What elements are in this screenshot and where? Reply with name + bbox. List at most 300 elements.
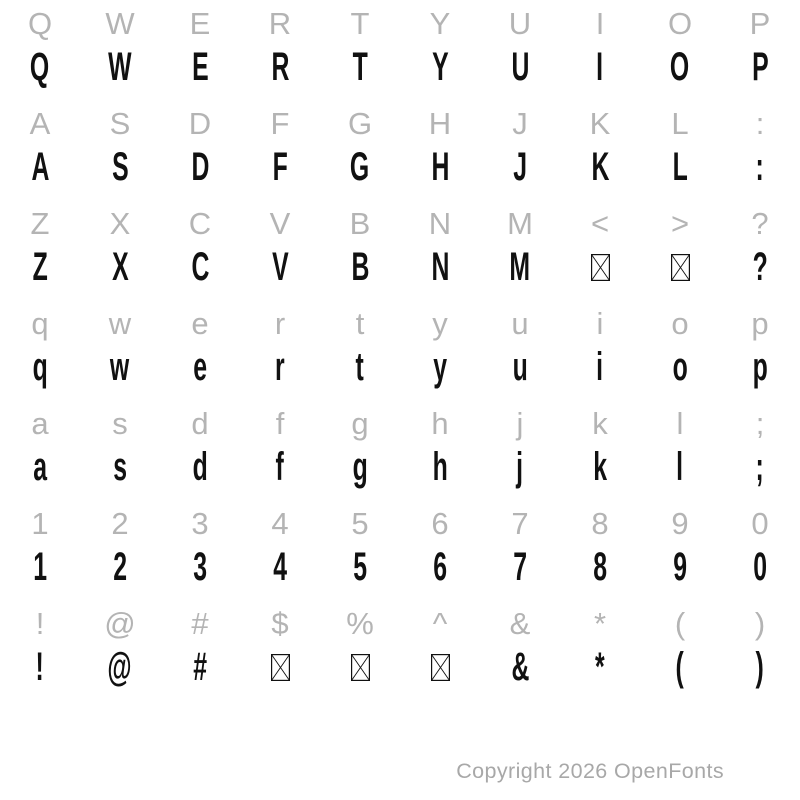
glyph-cell: [720, 344, 800, 390]
glyph-cell: [640, 244, 720, 290]
glyph-cell: [480, 202, 560, 244]
glyph-cell: [720, 502, 800, 544]
glyph-cell: [0, 244, 80, 290]
glyph-cell: [560, 102, 640, 144]
reference-glyph: &: [509, 605, 531, 641]
reference-glyph: h: [431, 405, 449, 441]
reference-glyph: $: [271, 605, 289, 641]
glyph-cell: [0, 102, 80, 144]
specimen-glyph: O: [670, 45, 690, 89]
reference-glyph: Z: [30, 205, 50, 241]
specimen-glyph: &: [511, 645, 529, 689]
specimen-glyph: g: [352, 445, 368, 489]
specimen-glyph: W: [108, 45, 132, 89]
reference-glyph: E: [189, 5, 211, 41]
glyph-cell: [320, 544, 400, 590]
glyph-cell: [80, 144, 160, 190]
glyph-cell: [80, 2, 160, 44]
glyph-cell: [80, 602, 160, 644]
specimen-glyph: 8: [593, 545, 607, 589]
specimen-glyph: V: [271, 245, 289, 289]
specimen-glyph: #: [193, 645, 207, 689]
specimen-glyph: C: [191, 245, 209, 289]
specimen-glyph: P: [751, 45, 769, 89]
reference-glyph: M: [507, 205, 533, 241]
glyph-cell: [720, 644, 800, 690]
reference-glyph: R: [268, 5, 292, 41]
glyph-cell: [160, 344, 240, 390]
glyph-cell: [0, 2, 80, 44]
reference-glyph: @: [104, 605, 136, 641]
glyph-cell: [720, 202, 800, 244]
reference-glyph: f: [275, 405, 285, 441]
specimen-glyph: o: [672, 345, 688, 389]
specimen-line-uppercase-top-row: [0, 44, 800, 90]
glyph-cell: [720, 402, 800, 444]
specimen-glyph: R: [271, 45, 289, 89]
specimen-glyph: U: [511, 45, 529, 89]
glyph-cell: [160, 202, 240, 244]
specimen-glyph: e: [193, 345, 207, 389]
reference-glyph: U: [508, 5, 532, 41]
glyph-cell: [720, 102, 800, 144]
glyph-cell: [80, 502, 160, 544]
reference-glyph: (: [674, 605, 686, 641]
glyph-cell: [0, 144, 80, 190]
glyph-cell: [560, 502, 640, 544]
reference-glyph: W: [105, 5, 135, 41]
glyph-cell: [400, 602, 480, 644]
glyph-cell: [560, 344, 640, 390]
glyph-cell: [160, 44, 240, 90]
reference-line-symbols-row: [0, 602, 800, 644]
glyph-cell: [0, 544, 80, 590]
font-specimen-sheet: [0, 2, 800, 702]
reference-glyph: t: [355, 305, 365, 341]
glyph-cell: [160, 2, 240, 44]
reference-glyph: 8: [591, 505, 609, 541]
specimen-glyph: l: [676, 445, 684, 489]
missing-glyph-box-icon: [671, 254, 690, 281]
glyph-cell: [80, 402, 160, 444]
reference-glyph: 3: [191, 505, 209, 541]
glyph-cell: [0, 344, 80, 390]
glyph-cell: [0, 44, 80, 90]
glyph-cell: [560, 144, 640, 190]
specimen-glyph: 4: [273, 545, 287, 589]
glyph-cell: [480, 302, 560, 344]
glyph-cell: [80, 244, 160, 290]
glyph-cell: [480, 402, 560, 444]
specimen-glyph: M: [509, 245, 531, 289]
specimen-line-uppercase-home-row: [0, 144, 800, 190]
glyph-cell: [400, 402, 480, 444]
specimen-glyph: 0: [753, 545, 767, 589]
glyph-cell: [480, 102, 560, 144]
glyph-cell: [560, 602, 640, 644]
reference-glyph: *: [593, 605, 607, 641]
glyph-cell: [320, 602, 400, 644]
reference-glyph: #: [191, 605, 209, 641]
glyph-cell: [720, 44, 800, 90]
glyph-cell: [480, 502, 560, 544]
glyph-cell: [400, 2, 480, 44]
reference-glyph: u: [511, 305, 529, 341]
glyph-cell: [240, 202, 320, 244]
glyph-cell: [400, 102, 480, 144]
reference-glyph: B: [349, 205, 371, 241]
specimen-glyph: a: [33, 445, 47, 489]
glyph-cell: [0, 444, 80, 490]
glyph-group-uppercase-bottom-row: [0, 202, 800, 302]
glyph-cell: [160, 544, 240, 590]
specimen-glyph: 3: [193, 545, 207, 589]
glyph-cell: [320, 302, 400, 344]
glyph-cell: [560, 2, 640, 44]
missing-glyph-box-icon: [431, 654, 450, 681]
reference-glyph: G: [347, 105, 373, 141]
specimen-glyph: 1: [33, 545, 47, 589]
specimen-glyph: 5: [353, 545, 367, 589]
glyph-cell: [480, 2, 560, 44]
glyph-cell: [160, 502, 240, 544]
glyph-cell: [640, 202, 720, 244]
reference-glyph: A: [29, 105, 51, 141]
glyph-cell: [240, 544, 320, 590]
glyph-cell: [720, 302, 800, 344]
reference-glyph: ^: [432, 605, 448, 641]
specimen-glyph: B: [351, 245, 369, 289]
reference-glyph: S: [109, 105, 131, 141]
reference-glyph: D: [188, 105, 212, 141]
glyph-cell: [80, 44, 160, 90]
glyph-cell: [160, 444, 240, 490]
reference-glyph: N: [428, 205, 452, 241]
reference-glyph: 2: [111, 505, 129, 541]
glyph-cell: [240, 44, 320, 90]
glyph-cell: [320, 244, 400, 290]
specimen-glyph: r: [275, 345, 285, 389]
specimen-glyph: w: [110, 345, 130, 389]
glyph-cell: [240, 2, 320, 44]
reference-glyph: 7: [511, 505, 529, 541]
specimen-glyph: D: [191, 145, 209, 189]
glyph-cell: [640, 602, 720, 644]
reference-glyph: 1: [31, 505, 49, 541]
specimen-glyph: H: [431, 145, 449, 189]
glyph-cell: [320, 644, 400, 690]
reference-glyph: 9: [671, 505, 689, 541]
glyph-cell: [80, 344, 160, 390]
specimen-glyph: s: [113, 445, 127, 489]
specimen-line-lowercase-home-row: [0, 444, 800, 490]
reference-glyph: ;: [755, 405, 765, 441]
specimen-glyph: @: [107, 645, 133, 689]
reference-glyph: T: [350, 5, 370, 41]
glyph-cell: [0, 302, 80, 344]
reference-glyph: i: [596, 305, 604, 341]
glyph-cell: [320, 502, 400, 544]
glyph-cell: [560, 544, 640, 590]
specimen-glyph: ): [755, 645, 765, 689]
specimen-glyph: L: [672, 145, 688, 189]
reference-glyph: g: [351, 405, 369, 441]
specimen-glyph: q: [32, 345, 48, 389]
specimen-glyph: N: [431, 245, 449, 289]
glyph-cell: [320, 44, 400, 90]
glyph-cell: [640, 502, 720, 544]
glyph-cell: [240, 444, 320, 490]
missing-glyph-box-icon: [351, 654, 370, 681]
glyph-cell: [640, 644, 720, 690]
glyph-cell: [720, 144, 800, 190]
reference-line-uppercase-top-row: [0, 2, 800, 44]
glyph-cell: [400, 344, 480, 390]
glyph-cell: [80, 102, 160, 144]
glyph-cell: [400, 544, 480, 590]
reference-glyph: p: [751, 305, 769, 341]
glyph-cell: [640, 302, 720, 344]
reference-glyph: Q: [27, 5, 53, 41]
specimen-glyph: u: [512, 345, 528, 389]
specimen-glyph: :: [755, 145, 765, 189]
glyph-cell: [400, 302, 480, 344]
glyph-cell: [240, 644, 320, 690]
glyph-cell: [320, 402, 400, 444]
glyph-cell: [560, 402, 640, 444]
glyph-cell: [640, 2, 720, 44]
specimen-glyph: f: [275, 445, 285, 489]
specimen-glyph: 7: [513, 545, 527, 589]
reference-glyph: L: [671, 105, 689, 141]
glyph-cell: [480, 602, 560, 644]
glyph-cell: [0, 502, 80, 544]
reference-glyph: V: [269, 205, 291, 241]
glyph-group-uppercase-home-row: [0, 102, 800, 202]
specimen-glyph: 2: [113, 545, 127, 589]
glyph-cell: [400, 44, 480, 90]
glyph-cell: [720, 444, 800, 490]
reference-glyph: O: [667, 5, 693, 41]
specimen-glyph: S: [111, 145, 129, 189]
glyph-group-lowercase-home-row: [0, 402, 800, 502]
glyph-cell: [480, 344, 560, 390]
reference-glyph: <: [590, 205, 610, 241]
missing-glyph-box-icon: [591, 254, 610, 281]
specimen-line-digits-row: [0, 544, 800, 590]
reference-glyph: 6: [431, 505, 449, 541]
glyph-cell: [320, 144, 400, 190]
reference-glyph: K: [589, 105, 611, 141]
reference-glyph: >: [670, 205, 690, 241]
glyph-cell: [640, 402, 720, 444]
glyph-cell: [640, 102, 720, 144]
reference-glyph: :: [755, 105, 765, 141]
glyph-cell: [480, 244, 560, 290]
glyph-cell: [400, 644, 480, 690]
glyph-cell: [80, 644, 160, 690]
reference-glyph: H: [428, 105, 452, 141]
reference-glyph: w: [108, 305, 132, 341]
reference-glyph: y: [432, 305, 448, 341]
reference-glyph: e: [191, 305, 209, 341]
reference-glyph: P: [749, 5, 771, 41]
specimen-glyph: 6: [433, 545, 447, 589]
glyph-group-lowercase-top-row: [0, 302, 800, 402]
reference-glyph: J: [512, 105, 528, 141]
specimen-glyph: G: [350, 145, 370, 189]
glyph-cell: [640, 344, 720, 390]
specimen-glyph: j: [516, 445, 524, 489]
reference-glyph: !: [35, 605, 45, 641]
glyph-cell: [400, 444, 480, 490]
glyph-cell: [240, 402, 320, 444]
specimen-glyph: T: [352, 45, 368, 89]
reference-glyph: d: [191, 405, 209, 441]
glyph-cell: [560, 302, 640, 344]
glyph-cell: [80, 302, 160, 344]
reference-glyph: r: [274, 305, 286, 341]
specimen-glyph: A: [31, 145, 49, 189]
glyph-group-uppercase-top-row: [0, 2, 800, 102]
glyph-cell: [560, 202, 640, 244]
specimen-glyph: *: [595, 645, 605, 689]
glyph-cell: [640, 44, 720, 90]
missing-glyph-box-icon: [271, 654, 290, 681]
specimen-glyph: p: [752, 345, 768, 389]
glyph-cell: [0, 644, 80, 690]
specimen-glyph: I: [596, 45, 604, 89]
specimen-line-lowercase-top-row: [0, 344, 800, 390]
glyph-cell: [720, 544, 800, 590]
glyph-cell: [240, 602, 320, 644]
reference-glyph: 5: [351, 505, 369, 541]
glyph-cell: [480, 44, 560, 90]
glyph-cell: [240, 502, 320, 544]
specimen-glyph: J: [513, 145, 527, 189]
glyph-cell: [160, 302, 240, 344]
glyph-cell: [480, 144, 560, 190]
reference-glyph: I: [595, 5, 605, 41]
glyph-cell: [80, 202, 160, 244]
reference-glyph: X: [109, 205, 131, 241]
reference-glyph: k: [592, 405, 608, 441]
reference-line-uppercase-bottom-row: [0, 202, 800, 244]
specimen-glyph: y: [433, 345, 447, 389]
specimen-glyph: Q: [30, 45, 50, 89]
specimen-glyph: K: [591, 145, 609, 189]
glyph-cell: [320, 2, 400, 44]
specimen-line-symbols-row: [0, 644, 800, 690]
reference-glyph: ?: [751, 205, 769, 241]
reference-glyph: %: [346, 605, 374, 641]
reference-glyph: j: [516, 405, 524, 441]
reference-glyph: 0: [751, 505, 769, 541]
specimen-glyph: 9: [673, 545, 687, 589]
specimen-glyph: ;: [755, 445, 765, 489]
specimen-glyph: ?: [752, 245, 768, 289]
glyph-cell: [560, 644, 640, 690]
glyph-cell: [400, 144, 480, 190]
glyph-cell: [720, 244, 800, 290]
specimen-glyph: k: [593, 445, 607, 489]
glyph-cell: [240, 144, 320, 190]
glyph-cell: [160, 644, 240, 690]
glyph-cell: [400, 244, 480, 290]
reference-line-lowercase-top-row: [0, 302, 800, 344]
glyph-cell: [80, 544, 160, 590]
reference-glyph: ): [754, 605, 766, 641]
specimen-glyph: X: [111, 245, 129, 289]
glyph-cell: [160, 602, 240, 644]
glyph-cell: [160, 402, 240, 444]
reference-glyph: 4: [271, 505, 289, 541]
specimen-glyph: d: [192, 445, 208, 489]
glyph-cell: [640, 544, 720, 590]
glyph-cell: [640, 144, 720, 190]
reference-glyph: Y: [429, 5, 451, 41]
reference-line-lowercase-home-row: [0, 402, 800, 444]
glyph-cell: [160, 102, 240, 144]
glyph-cell: [720, 2, 800, 44]
glyph-cell: [560, 244, 640, 290]
glyph-cell: [240, 344, 320, 390]
reference-glyph: C: [188, 205, 212, 241]
glyph-cell: [320, 202, 400, 244]
glyph-cell: [160, 144, 240, 190]
glyph-group-symbols-row: [0, 602, 800, 702]
specimen-glyph: !: [35, 645, 45, 689]
glyph-cell: [0, 402, 80, 444]
specimen-glyph: i: [596, 345, 604, 389]
reference-line-digits-row: [0, 502, 800, 544]
glyph-cell: [400, 502, 480, 544]
glyph-cell: [0, 202, 80, 244]
reference-glyph: l: [676, 405, 684, 441]
reference-glyph: o: [671, 305, 689, 341]
reference-line-uppercase-home-row: [0, 102, 800, 144]
glyph-cell: [240, 244, 320, 290]
glyph-cell: [560, 44, 640, 90]
glyph-cell: [320, 344, 400, 390]
glyph-cell: [480, 444, 560, 490]
glyph-cell: [560, 444, 640, 490]
glyph-cell: [400, 202, 480, 244]
glyph-cell: [240, 102, 320, 144]
specimen-glyph: E: [191, 45, 209, 89]
reference-glyph: a: [31, 405, 49, 441]
glyph-cell: [640, 444, 720, 490]
specimen-glyph: (: [675, 645, 685, 689]
specimen-glyph: Y: [431, 45, 449, 89]
glyph-cell: [0, 602, 80, 644]
glyph-cell: [320, 102, 400, 144]
glyph-cell: [240, 302, 320, 344]
glyph-group-digits-row: [0, 502, 800, 602]
copyright-text: Copyright 2026 OpenFonts: [456, 759, 724, 783]
reference-glyph: F: [270, 105, 290, 141]
specimen-glyph: F: [272, 145, 288, 189]
glyph-cell: [480, 544, 560, 590]
glyph-cell: [160, 244, 240, 290]
specimen-line-uppercase-bottom-row: [0, 244, 800, 290]
specimen-glyph: t: [355, 345, 365, 389]
glyph-cell: [480, 644, 560, 690]
glyph-cell: [720, 602, 800, 644]
reference-glyph: q: [31, 305, 49, 341]
glyph-cell: [80, 444, 160, 490]
reference-glyph: s: [112, 405, 128, 441]
